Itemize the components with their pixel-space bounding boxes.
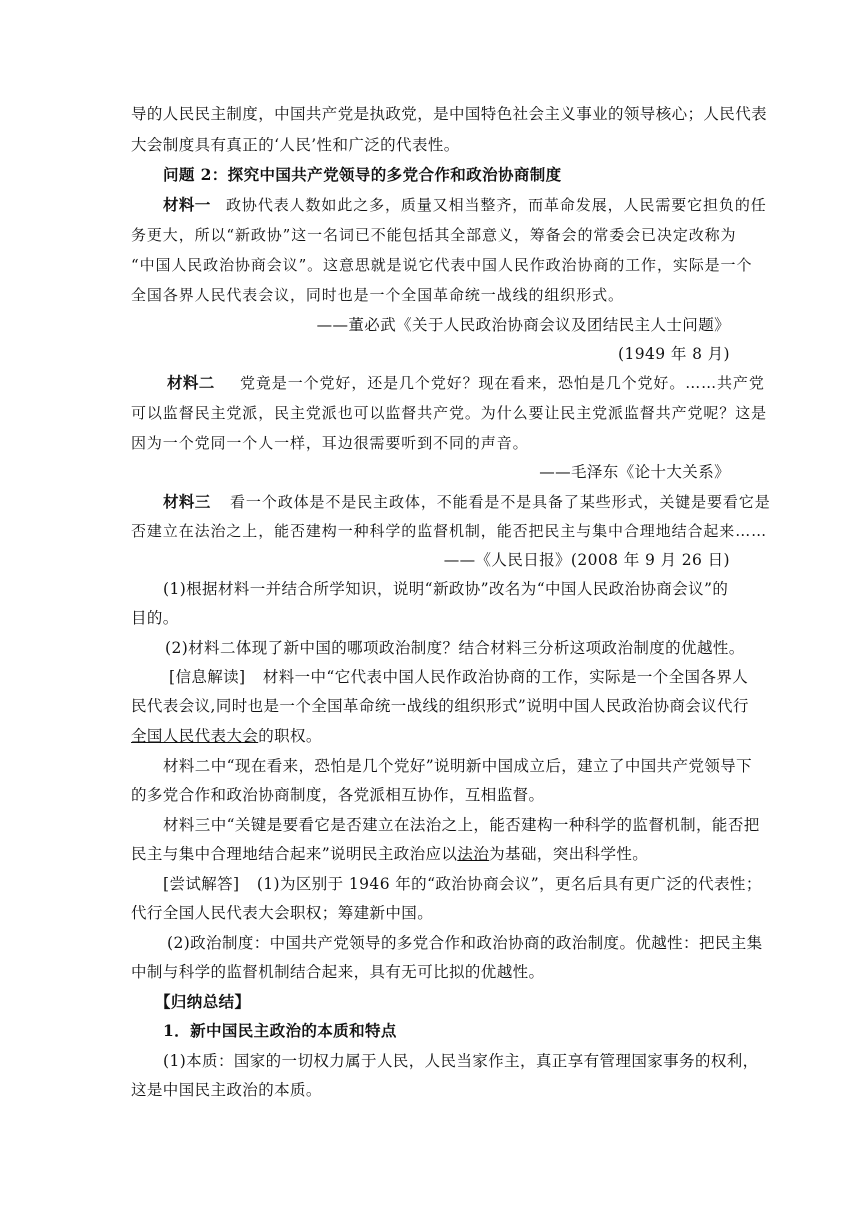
- question-1-line-2: 目的。: [131, 609, 179, 627]
- summary-p1-line-1: (1)本质：国家的一切权力属于人民，人民当家作主，真正享有管理国家事务的权利，: [163, 1052, 759, 1070]
- question-2-title: 问题 2：探究中国共产党领导的多党合作和政治协商制度: [163, 165, 562, 184]
- material-1-text-1: 政协代表人数如此之多，质量又相当整齐，而革命发展，人民需要它担负的任: [226, 196, 767, 214]
- info-text-3-rest: 的职权。: [258, 727, 322, 745]
- material-3-source: ——《人民日报》(2008 年 9 月 26 日): [443, 551, 730, 569]
- material-1-label: 材料一: [163, 195, 211, 214]
- question-1-line-1: (1)根据材料一并结合所学知识，说明“新政协”改名为“中国人民政治协商会议”的: [163, 580, 729, 598]
- material-3-text-1: 看一个政体是不是民主政体，不能看是不是具备了某些形式，关键是要看它是: [230, 493, 771, 511]
- intro-line-2: 大会制度具有真正的‘人民’性和广泛的代表性。: [131, 136, 460, 154]
- material-1-text-3: “中国人民政治协商会议”。这意思就是说它代表中国人民作政治协商的工作，实际是一个: [131, 256, 753, 274]
- material-2-first-line: [167, 373, 765, 393]
- info-p3-text-a: 民主与集中合理地结合起来”说明民主政治应以: [131, 845, 458, 863]
- material-1-date: (1949 年 8 月): [618, 345, 730, 363]
- material-2-text-1: 党竟是一个党好，还是几个党好？现在看来，恐怕是几个党好。……共产党: [240, 374, 765, 392]
- info-p2-line-2: 的多党合作和政治协商制度，各党派相互协作，互相监督。: [131, 786, 545, 804]
- material-1-text-2: 务更大，所以“新政协”这一名词已不能包括其全部意义，筹备会的常委会已决定改称为: [131, 226, 737, 244]
- answer-first-line: [163, 874, 762, 894]
- material-2-text-2: 可以监督民主党派，民主党派也可以监督共产党。为什么要让民主党派监督共产党呢？这是: [131, 404, 768, 422]
- intro-line-1: 导的人民民主制度，中国共产党是执政党，是中国特色社会主义事业的领导核心；人民代表: [131, 105, 768, 123]
- info-p3-text-b: 为基础，突出科学性。: [489, 845, 649, 863]
- answer-p2-line-2: 中制与科学的监督机制结合起来，具有无可比拟的优越性。: [131, 963, 545, 981]
- material-1-text-4: 全国各界人民代表会议，同时也是一个全国革命统一战线的组织形式。: [131, 286, 624, 304]
- material-3-text-2: 否建立在法治之上，能否建构一种科学的监督机制，能否把民主与集中合理地结合起来……: [131, 522, 768, 540]
- info-p3-line-2: [131, 844, 648, 864]
- info-label: [信息解读]: [169, 668, 246, 686]
- info-underlined-term: 全国人民代表大会: [131, 727, 259, 745]
- info-p3-line-1: 材料三中“关键是要看它是否建立在法治之上，能否建构一种科学的监督机制，能否把: [163, 816, 760, 834]
- info-text-2: 民代表会议,同时也是一个全国革命统一战线的组织形式”说明中国人民政治协商会议代行: [131, 697, 749, 715]
- material-2-text-3: 因为一个党同一个人一样，耳边很需要听到不同的声音。: [131, 434, 529, 452]
- material-1-first-line: [163, 195, 767, 215]
- material-1-source: ——董必武《关于人民政治协商会议及团结民主人士问题》: [316, 316, 730, 334]
- question-2-line-1: (2)材料二体现了新中国的哪项政治制度？结合材料三分析这项政治制度的优越性。: [165, 639, 745, 657]
- answer-text-1: (1)为区别于 1946 年的“政治协商会议”，更名后具有更广泛的代表性；: [256, 875, 762, 893]
- info-p2-line-1: 材料二中“现在看来，恐怕是几个党好”说明新中国成立后，建立了中国共产党领导下: [163, 757, 753, 775]
- material-2-source: ——毛泽东《论十大关系》: [539, 463, 730, 481]
- answer-label: [尝试解答]: [163, 875, 240, 893]
- summary-p1-line-2: 这是中国民主政治的本质。: [131, 1081, 322, 1099]
- material-3-label: 材料三: [163, 492, 211, 511]
- material-3-first-line: [163, 492, 771, 512]
- summary-item-1: 1．新中国民主政治的本质和特点: [163, 1021, 397, 1040]
- summary-heading: 【归纳总结】: [155, 992, 251, 1011]
- info-first-line: [169, 667, 748, 687]
- answer-text-2: 代行全国人民代表大会职权；筹建新中国。: [131, 904, 434, 922]
- material-2-label: 材料二: [167, 373, 215, 392]
- answer-p2-line-1: (2)政治制度：中国共产党领导的多党合作和政治协商的政治制度。优越性：把民主集: [167, 934, 763, 952]
- info-text-1: 材料一中“它代表中国人民作政治协商的工作，实际是一个全国各界人: [262, 668, 749, 686]
- info-p3-underlined-term: 法治: [457, 845, 490, 863]
- info-text-3: [131, 726, 322, 746]
